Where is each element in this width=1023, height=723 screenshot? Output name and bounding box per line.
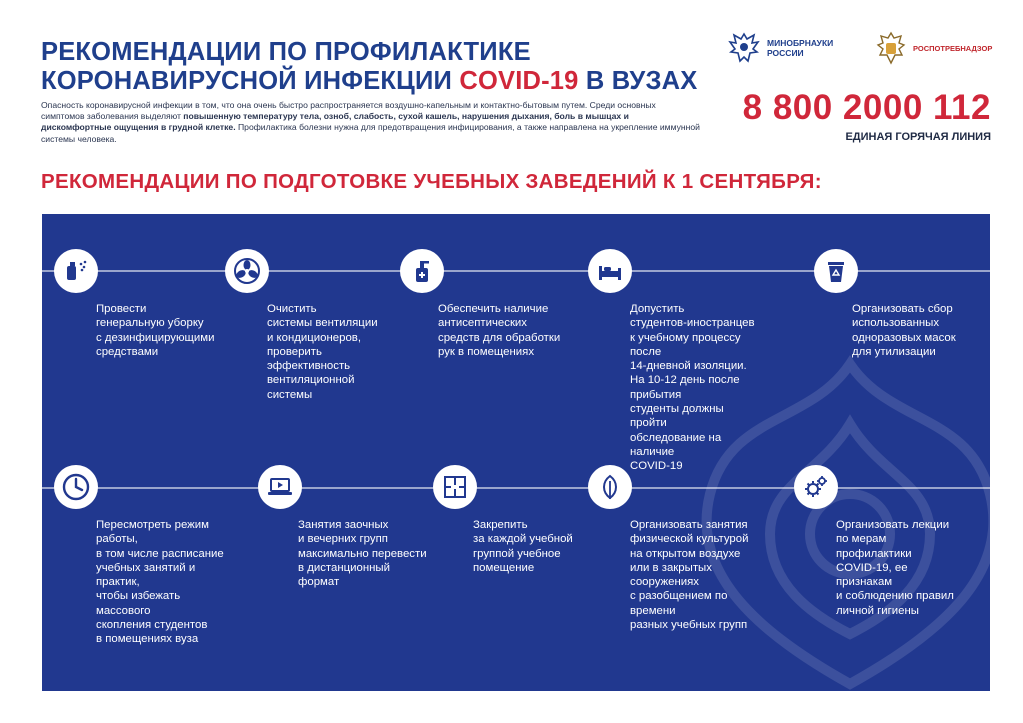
title-line-2-prefix: КОРОНАВИРУСНОЙ ИНФЕКЦИИ [41, 67, 460, 95]
minobr-logo-text: МИНОБРНАУКИ РОССИИ [767, 38, 834, 58]
sanitizer-bottle-icon [400, 249, 444, 293]
step-mask-collection [814, 249, 984, 359]
rospotreb-logo-text: РОСПОТРЕБНАДЗОР [913, 44, 993, 53]
step-sanitizer [400, 249, 570, 359]
step-physical-education [588, 465, 758, 632]
step-distance-learning-text: Занятия заочных и вечерних групп максимально перевести в дистанционный формат [298, 519, 427, 589]
leaf-icon [588, 465, 632, 509]
bed-icon [588, 249, 632, 293]
minobr-logo [727, 30, 833, 66]
step-cleaning [54, 249, 224, 359]
recycle-bin-icon [814, 249, 858, 293]
intro-symptoms-bold: повышенную температуру тела, озноб, слабость, сухой кашель, нарушения дыхания, боль в мышцах и дискомфортные ощущения в грудной клетке. [41, 111, 629, 133]
step-ventilation-text: Очистить системы вентиляции и кондиционеров, проверить эффективность вентиляционной системы [267, 303, 378, 401]
step-lectures [794, 465, 964, 618]
step-lectures-text: Организовать лекции по мерам профилактики COVID-19, ее признакам и соблюдению правил личной гигиены [836, 519, 954, 617]
step-sanitizer-text: Обеспечить наличие антисептических средств для обработки рук в помещениях [438, 303, 561, 358]
hotline-label: ЕДИНАЯ ГОРЯЧАЯ ЛИНИЯ [845, 131, 991, 143]
main-title [41, 38, 697, 96]
intro-part-2: Профилактика болезни нужна для предотвращения инфицирования, а также направлена на укрепление иммунной системы человека. [41, 122, 700, 144]
intro-paragraph [41, 100, 701, 145]
step-assign-room-text: Закрепить за каждой учебной группой учебное помещение [473, 519, 573, 574]
clock-icon [54, 465, 98, 509]
step-foreign-students [588, 249, 758, 474]
title-line-1: РЕКОМЕНДАЦИИ ПО ПРОФИЛАКТИКЕ [41, 38, 531, 66]
section-subtitle: РЕКОМЕНДАЦИИ ПО ПОДГОТОВКЕ УЧЕБНЫХ ЗАВЕДЕНИЙ К 1 СЕНТЯБРЯ: [41, 170, 822, 193]
step-mask-collection-text: Организовать сбор использованных одноразовых масок для утилизации [852, 303, 956, 358]
step-distance-learning [258, 465, 428, 589]
hotline-phone[interactable]: 8 800 2000 112 [742, 88, 991, 127]
step-work-schedule [54, 465, 224, 647]
step-cleaning-text: Провести генеральную уборку с дезинфицирующими средствами [96, 303, 215, 358]
rospotreb-logo [875, 30, 992, 68]
eagle-emblem-icon [727, 30, 761, 66]
title-line-2-suffix: В ВУЗАХ [578, 67, 698, 95]
recommendations-panel [42, 214, 990, 691]
step-assign-room [433, 465, 603, 575]
virus-gear-icon [794, 465, 838, 509]
rospotreb-emblem-icon [875, 30, 907, 68]
title-accent-covid: COVID-19 [459, 67, 579, 95]
step-ventilation [225, 249, 395, 402]
step-work-schedule-text: Пересмотреть режим работы, в том числе расписание учебных занятий и практик, чтобы избежать массового скопления студентов в помещениях вуза [96, 519, 224, 646]
ventilation-fan-icon [225, 249, 269, 293]
step-physical-education-text: Организовать занятия физической культурой на открытом воздухе или в закрытых сооружениях с разобщением по времени разных учебных групп [630, 519, 749, 632]
floor-plan-icon [433, 465, 477, 509]
intro-part-1: Опасность коронавирусной инфекции в том, что она очень быстро распространяется воздушно-капельным и контактно-бытовым путем. Среди основных симптомов заболевания выделяют [41, 100, 656, 122]
logos-block [727, 30, 993, 70]
step-foreign-students-text: Допустить студентов-иностранцев к учебному процессу после 14-дневной изоляции. На 10-12 день после прибытия студенты должны пройти обследование на наличие COVID-19 [630, 303, 755, 473]
cleaning-spray-icon [54, 249, 98, 293]
laptop-video-icon [258, 465, 302, 509]
